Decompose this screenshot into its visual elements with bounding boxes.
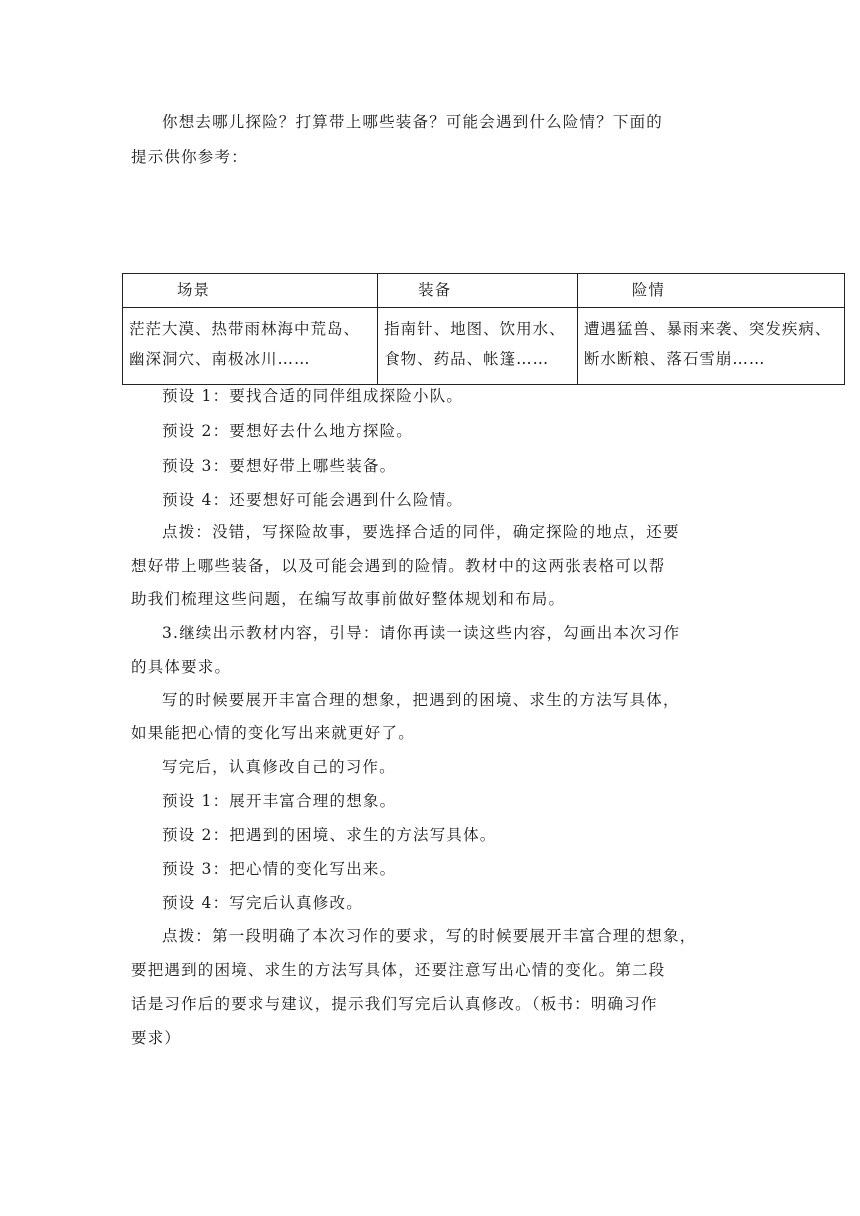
preset-line: 预设 3：把心情的变化写出来。	[162, 860, 397, 878]
tip-line: 话是习作后的要求与建议，提示我们写完后认真修改。（板书：明确习作	[131, 995, 658, 1013]
intro-line-2: 提示供你参考：	[131, 148, 248, 166]
requirement-line: 写的时候要展开丰富合理的想象，把遇到的困境、求生的方法写具体，	[162, 691, 680, 709]
preset-line: 预设 3：要想好带上哪些装备。	[162, 457, 397, 475]
table-cell: 茫茫大漠、热带雨林海中荒岛、幽深洞穴、南极冰川……	[123, 308, 378, 385]
table-header-cell: 场景	[123, 274, 378, 308]
step-3-line: 的具体要求。	[131, 658, 232, 676]
preset-line: 预设 4：写完后认真修改。	[162, 894, 363, 912]
requirement-line: 写完后，认真修改自己的习作。	[162, 758, 396, 776]
intro-line-1: 你想去哪儿探险？打算带上哪些装备？可能会遇到什么险情？下面的	[162, 113, 664, 131]
table-header-cell: 险情	[577, 274, 844, 308]
tip-line: 要求）	[131, 1029, 182, 1047]
preset-line: 预设 1：要找合适的同伴组成探险小队。	[162, 387, 464, 405]
preset-line: 预设 2：把遇到的困境、求生的方法写具体。	[162, 826, 497, 844]
tip-line: 助我们梳理这些问题，在编写故事前做好整体规划和布局。	[131, 590, 566, 608]
tip-line: 要把遇到的困境、求生的方法写具体，还要注意写出心情的变化。第二段	[131, 961, 666, 979]
step-3-line: 3.继续出示教材内容，引导：请你再读一读这些内容，勾画出本次习作	[162, 624, 681, 642]
prompt-table	[122, 273, 845, 385]
requirement-line: 如果能把心情的变化写出来就更好了。	[131, 724, 415, 742]
preset-line: 预设 1：展开丰富合理的想象。	[162, 792, 397, 810]
preset-line: 预设 2：要想好去什么地方探险。	[162, 422, 413, 440]
table-row	[123, 308, 845, 385]
tip-line: 点拨：第一段明确了本次习作的要求，写的时候要展开丰富合理的想象，	[162, 927, 697, 945]
table-cell: 遭遇猛兽、暴雨来袭、突发疾病、断水断粮、落石雪崩……	[577, 308, 844, 385]
table-cell: 指南针、地图、饮用水、食物、药品、帐篷……	[378, 308, 578, 385]
table-header-row	[123, 274, 845, 308]
table-header-cell: 装备	[378, 274, 578, 308]
tip-line: 想好带上哪些装备，以及可能会遇到的险情。教材中的这两张表格可以帮	[131, 557, 666, 575]
tip-line: 点拨：没错，写探险故事，要选择合适的同伴，确定探险的地点，还要	[162, 523, 680, 541]
preset-line: 预设 4：还要想好可能会遇到什么险情。	[162, 491, 464, 509]
